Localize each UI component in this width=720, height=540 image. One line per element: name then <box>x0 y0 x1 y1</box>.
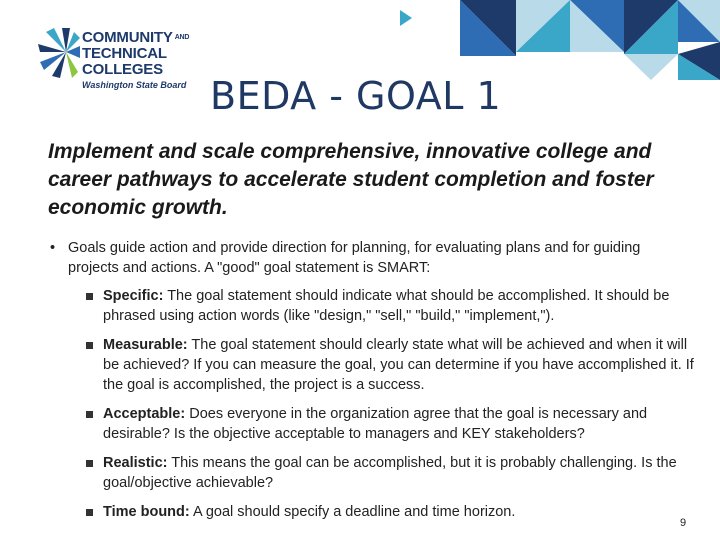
square-bullet-icon <box>86 460 93 467</box>
main-bullet-text: Goals guide action and provide direction for planning, for evaluating plans and for guiding projects and actions. A "good" goal statement is SMART: <box>68 240 641 276</box>
slide-title: BEDA - GOAL 1 <box>210 74 502 118</box>
smart-term: Measurable: <box>103 337 188 353</box>
smart-item-specific <box>86 286 696 326</box>
smart-term: Realistic: <box>103 455 168 471</box>
smart-description: This means the goal can be accomplished, but it is probably challenging. Is the goal/objective achievable? <box>103 455 677 491</box>
smart-description: Does everyone in the organization agree that the goal is necessary and desirable? Is the objective acceptable to managers and KEY stakeholders? <box>103 406 648 442</box>
decorative-triangle-pattern <box>398 0 720 80</box>
smart-term: Specific: <box>103 288 164 304</box>
smart-item-measurable <box>86 335 696 395</box>
smart-item-acceptable <box>86 404 696 444</box>
smart-list <box>86 286 696 531</box>
smart-item-time-bound <box>86 502 696 522</box>
square-bullet-icon <box>86 293 93 300</box>
goal-statement: Implement and scale comprehensive, innovative college and career pathways to accelerate student completion and foster economic growth. <box>48 140 654 219</box>
smart-description: A goal should specify a deadline and time horizon. <box>189 504 516 520</box>
square-bullet-icon <box>86 509 93 516</box>
square-bullet-icon <box>86 411 93 418</box>
page-number: 9 <box>680 517 687 529</box>
smart-item-realistic <box>86 453 696 493</box>
smart-term: Time bound: <box>103 504 190 520</box>
logo-line-technical: TECHNICAL COLLEGES <box>82 45 167 78</box>
square-bullet-icon <box>86 342 93 349</box>
starburst-icon <box>36 24 80 80</box>
smart-description: The goal statement should clearly state what will be achieved and when it will be achieved? If you can measure the goal, you can determine if you have accomplished it. If the goal is accomplished, the project is a success. <box>103 337 694 393</box>
bullet-mark: • <box>50 240 56 256</box>
smart-description: The goal statement should indicate what should be accomplished. It should be phrased using action words (like "design," "sell," "build," "implement,"). <box>103 288 670 324</box>
logo-line-state-board: Washington State Board <box>82 80 187 90</box>
main-bullet <box>50 238 690 278</box>
smart-term: Acceptable: <box>103 406 186 422</box>
logo-line-community: COMMUNITY $^{AND}$ <box>82 29 190 46</box>
